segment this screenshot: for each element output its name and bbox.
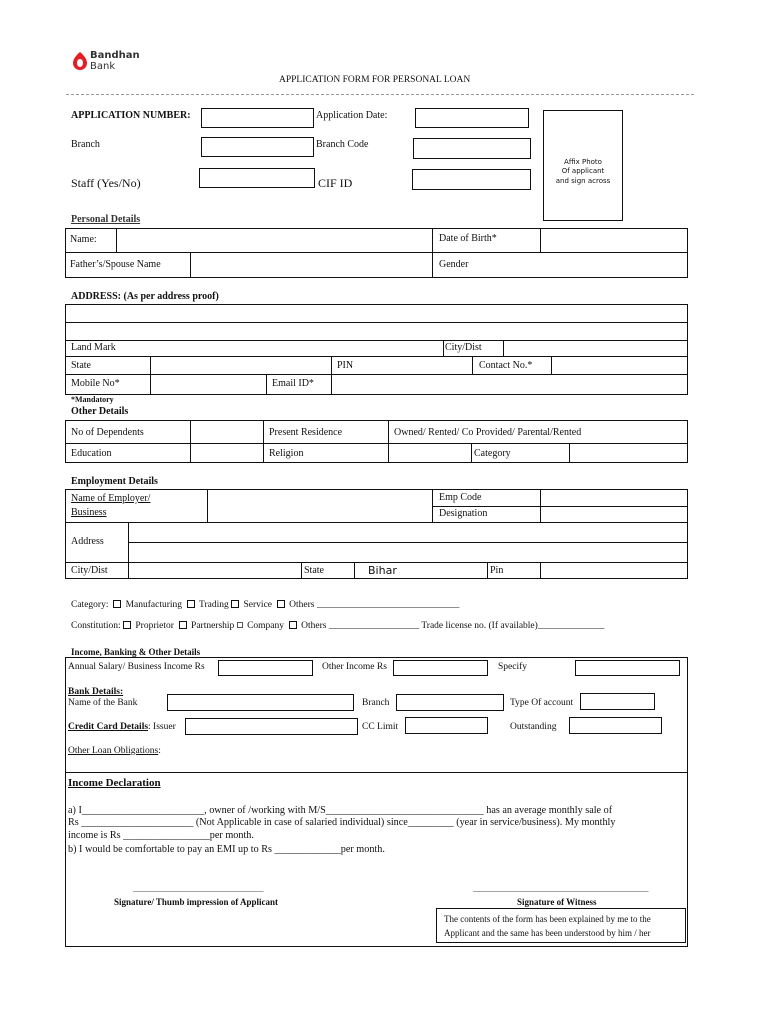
cc-limit-field[interactable]	[405, 717, 488, 734]
staff-label: Staff (Yes/No)	[71, 176, 141, 190]
cif-id-field[interactable]	[412, 169, 531, 190]
branch-field[interactable]	[201, 137, 314, 157]
contact-label: Contact No.*	[479, 360, 533, 371]
branch-code-field[interactable]	[413, 138, 531, 159]
bank-branch-label: Branch	[362, 698, 390, 708]
mandatory-note: *Mandatory	[71, 395, 114, 404]
address-city-dist-label: City/Dist	[445, 342, 482, 353]
bank-details-heading: Bank Details:	[68, 687, 124, 697]
credit-card-row	[68, 721, 176, 733]
designation-label: Designation	[439, 508, 488, 519]
manufacturing-checkbox[interactable]	[113, 600, 121, 608]
personal-details-heading: Personal Details	[71, 214, 141, 225]
bank-name-field[interactable]	[167, 694, 354, 711]
income-heading: Income, Banking & Other Details	[71, 647, 201, 657]
account-type-field[interactable]	[580, 693, 655, 710]
witness-signature-label: Signature of Witness	[517, 897, 597, 907]
employment-details-heading: Employment Details	[71, 476, 158, 487]
dob-label: Date of Birth*	[439, 233, 497, 244]
applicant-signature-line[interactable]: _____________________________	[133, 883, 264, 893]
father-spouse-label: Father’s/Spouse Name	[70, 259, 161, 270]
other-loans-row	[68, 745, 161, 757]
service-checkbox[interactable]	[231, 600, 239, 608]
company-label: Company	[247, 621, 285, 631]
constitution-others-checkbox[interactable]	[289, 621, 297, 629]
bank-logo	[73, 50, 143, 74]
photo-instruction-2: Of applicant	[561, 167, 605, 175]
dependents-input[interactable]	[191, 421, 262, 442]
credit-card-heading: Credit Card Details	[68, 722, 149, 732]
bank-name-line1: Bandhan	[90, 50, 140, 61]
annual-salary-label: Annual Salary/ Business Income Rs	[68, 662, 205, 672]
father-spouse-input[interactable]	[191, 253, 431, 277]
address-heading: ADDRESS: (As per address proof)	[71, 291, 219, 302]
religion-label: Religion	[269, 448, 304, 459]
branch-code-label: Branch Code	[316, 139, 369, 150]
declaration-line-a1[interactable]: a) I________________________, owner of /working with M/S_______________________________ has an average monthly sale of	[68, 805, 613, 816]
employer-label-2: Business	[71, 507, 107, 518]
employment-address-input[interactable]	[129, 523, 687, 561]
employment-pin-input[interactable]	[541, 563, 687, 578]
email-input[interactable]	[332, 375, 687, 394]
application-number-field[interactable]	[201, 108, 314, 128]
emp-code-label: Emp Code	[439, 492, 482, 503]
trade-license-label: Trade license no. (If available)______________	[421, 621, 605, 631]
gender-input[interactable]	[503, 253, 687, 277]
witness-note-line-2: Applicant and the same has been understood by him / her	[444, 928, 651, 938]
emp-code-input[interactable]	[541, 490, 687, 505]
category-input[interactable]	[570, 444, 687, 462]
constitution-row	[71, 620, 604, 632]
bank-logo-mark-icon	[73, 52, 87, 70]
manufacturing-label: Manufacturing	[125, 600, 183, 610]
other-loans-label: Other Loan Obligations	[68, 746, 159, 756]
employment-address-label: Address	[71, 536, 104, 547]
other-loans-colon: :	[158, 746, 161, 756]
form-title: APPLICATION FORM FOR PERSONAL LOAN	[279, 75, 471, 85]
staff-field[interactable]	[199, 168, 315, 188]
account-type-label: Type Of account	[510, 698, 574, 708]
bank-name-label: Name of the Bank	[68, 698, 138, 708]
gender-label: Gender	[439, 259, 469, 270]
cif-id-label: CIF ID	[318, 176, 353, 190]
declaration-line-a2[interactable]: Rs ______________________ (Not Applicable in case of salaried individual) since_________ (year in service/business). My monthly	[68, 817, 616, 828]
issuer-label: : Issuer	[148, 722, 176, 732]
employment-pin-label: Pin	[490, 565, 504, 576]
photo-instruction-1: Affix Photo	[564, 158, 602, 166]
address-line-1-input[interactable]	[66, 305, 687, 321]
mobile-label: Mobile No*	[71, 378, 120, 389]
other-details-heading: Other Details	[71, 406, 129, 417]
partnership-checkbox[interactable]	[179, 621, 187, 629]
employment-state-value[interactable]: Bihar	[368, 564, 397, 577]
trading-label: Trading	[199, 600, 229, 610]
address-pin-label: PIN	[337, 360, 354, 371]
other-income-field[interactable]	[393, 660, 488, 676]
constitution-label: Constitution:	[71, 621, 121, 631]
constitution-others-label: Others ___________________	[301, 621, 420, 631]
education-label: Education	[71, 448, 112, 459]
name-label: Name:	[70, 234, 97, 245]
trading-checkbox[interactable]	[187, 600, 195, 608]
category-row	[71, 599, 459, 611]
education-input[interactable]	[191, 444, 262, 462]
photo-instruction-3: and sign across	[555, 177, 611, 185]
title-divider	[66, 94, 694, 95]
religion-input[interactable]	[389, 444, 470, 462]
category-label: Category	[474, 448, 511, 459]
specify-field[interactable]	[575, 660, 680, 676]
name-input[interactable]	[117, 229, 431, 251]
annual-salary-field[interactable]	[218, 660, 313, 676]
email-label: Email ID*	[272, 378, 314, 389]
witness-note-line-1: The contents of the form has been explained by me to the	[444, 914, 651, 924]
employer-label-1: Name of Employer/	[71, 493, 151, 504]
category-row-label: Category:	[71, 600, 109, 610]
others-label: Others ______________________________	[289, 600, 460, 610]
residence-options[interactable]: Owned/ Rented/ Co Provided/ Parental/Rented	[394, 427, 582, 438]
issuer-field[interactable]	[185, 718, 358, 735]
specify-label: Specify	[498, 662, 528, 672]
outstanding-label: Outstanding	[510, 722, 557, 732]
employer-input[interactable]	[208, 490, 431, 521]
bank-branch-field[interactable]	[396, 694, 504, 711]
declaration-line-b[interactable]: b) I would be comfortable to pay an EMI up to Rs _____________per month.	[68, 844, 385, 855]
employment-city-label: City/Dist	[71, 565, 108, 576]
address-state-label: State	[71, 360, 91, 371]
proprietor-checkbox[interactable]	[123, 621, 131, 629]
other-income-label: Other Income Rs	[322, 662, 387, 672]
outstanding-field[interactable]	[569, 717, 662, 734]
service-label: Service	[243, 600, 273, 610]
declaration-line-a3[interactable]: income is Rs _________________per month.	[68, 830, 254, 841]
proprietor-label: Proprietor	[135, 621, 174, 631]
dob-input[interactable]	[541, 229, 687, 251]
income-declaration-heading: Income Declaration	[68, 777, 161, 789]
application-date-field[interactable]	[415, 108, 529, 128]
address-line-2-input[interactable]	[66, 323, 687, 339]
others-checkbox[interactable]	[277, 600, 285, 608]
bank-name-line2: Bank	[90, 61, 116, 72]
applicant-signature-label: Signature/ Thumb impression of Applicant	[114, 897, 279, 907]
land-mark-label: Land Mark	[71, 342, 116, 353]
cc-limit-label: CC Limit	[362, 722, 399, 732]
company-checkbox[interactable]	[237, 622, 243, 628]
employment-state-label: State	[304, 565, 324, 576]
partnership-label: Partnership	[191, 621, 235, 631]
designation-input[interactable]	[541, 507, 687, 521]
present-residence-label: Present Residence	[269, 427, 343, 438]
dependents-label: No of Dependents	[71, 427, 144, 438]
witness-signature-line[interactable]: _______________________________________	[473, 883, 649, 893]
application-number-label: APPLICATION NUMBER:	[71, 110, 191, 121]
application-date-label: Application Date:	[316, 110, 388, 121]
branch-label: Branch	[71, 139, 100, 150]
mobile-input[interactable]	[151, 375, 265, 394]
